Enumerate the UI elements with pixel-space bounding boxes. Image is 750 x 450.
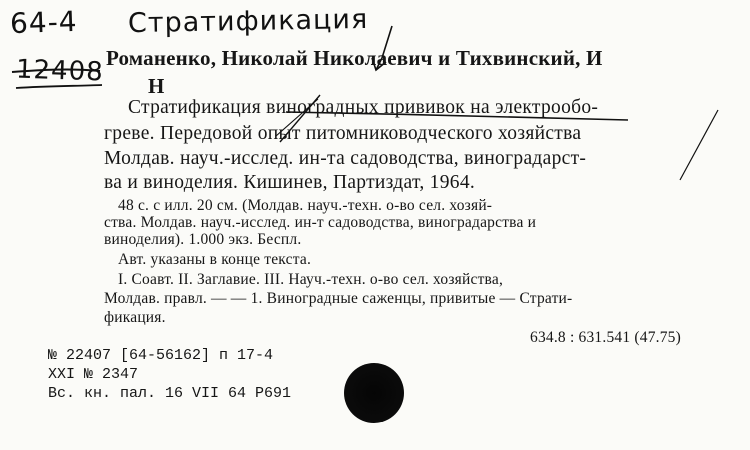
punch-hole (344, 363, 404, 423)
title-line-2: греве. Передовой опыт питомниководческого хозяйства (104, 123, 582, 144)
authors-line-1: Романенко, Николай Николаевич и Тихвинский, И (106, 46, 603, 70)
subject-line-1: I. Соавт. II. Заглавие. III. Науч.-техн. о-во сел. хозяйства, (118, 271, 504, 288)
subject-line-2: Молдав. правл. — — 1. Виноградные саженцы, привитые — Страти- (104, 290, 573, 307)
description-line-1: 48 с. с илл. 20 см. (Молдав. науч.-техн. о-во сел. хозяй- (118, 197, 493, 214)
authors-note: Авт. указаны в конце текста. (118, 251, 312, 268)
title-line-3: Молдав. науч.-исслед. ин-та садоводства, виноградарст- (104, 148, 587, 169)
title-line-1: Стратификация виноградных прививок на электрообо- (128, 97, 599, 118)
subject-line-3: фикация. (104, 309, 166, 326)
classification-code: 634.8 : 631.541 (47.75) (530, 329, 681, 346)
title-line-4: ва и виноделия. Кишинев, Партиздат, 1964. (104, 172, 476, 193)
description-line-3: виноделия). 1.000 экз. Беспл. (104, 231, 302, 248)
authors-line-2: Н (148, 74, 165, 98)
footer-line-1: № 22407 [64-56162] п 17-4 (48, 347, 274, 364)
handwritten-topic: Стратификация (127, 3, 369, 40)
margin-slash (680, 110, 718, 180)
number-underline-2 (16, 85, 102, 88)
description-line-2: ства. Молдав. науч.-исслед. ин-т садоводства, виноградарства и (104, 214, 537, 231)
number-underline (12, 69, 100, 72)
handwritten-number: 12408 (15, 54, 105, 88)
footer-line-3: Вс. кн. пал. 16 VII 64 Р691 (48, 385, 292, 402)
footer-line-2: XXI № 2347 (48, 366, 139, 383)
handwritten-code: 64-4 (9, 4, 79, 41)
